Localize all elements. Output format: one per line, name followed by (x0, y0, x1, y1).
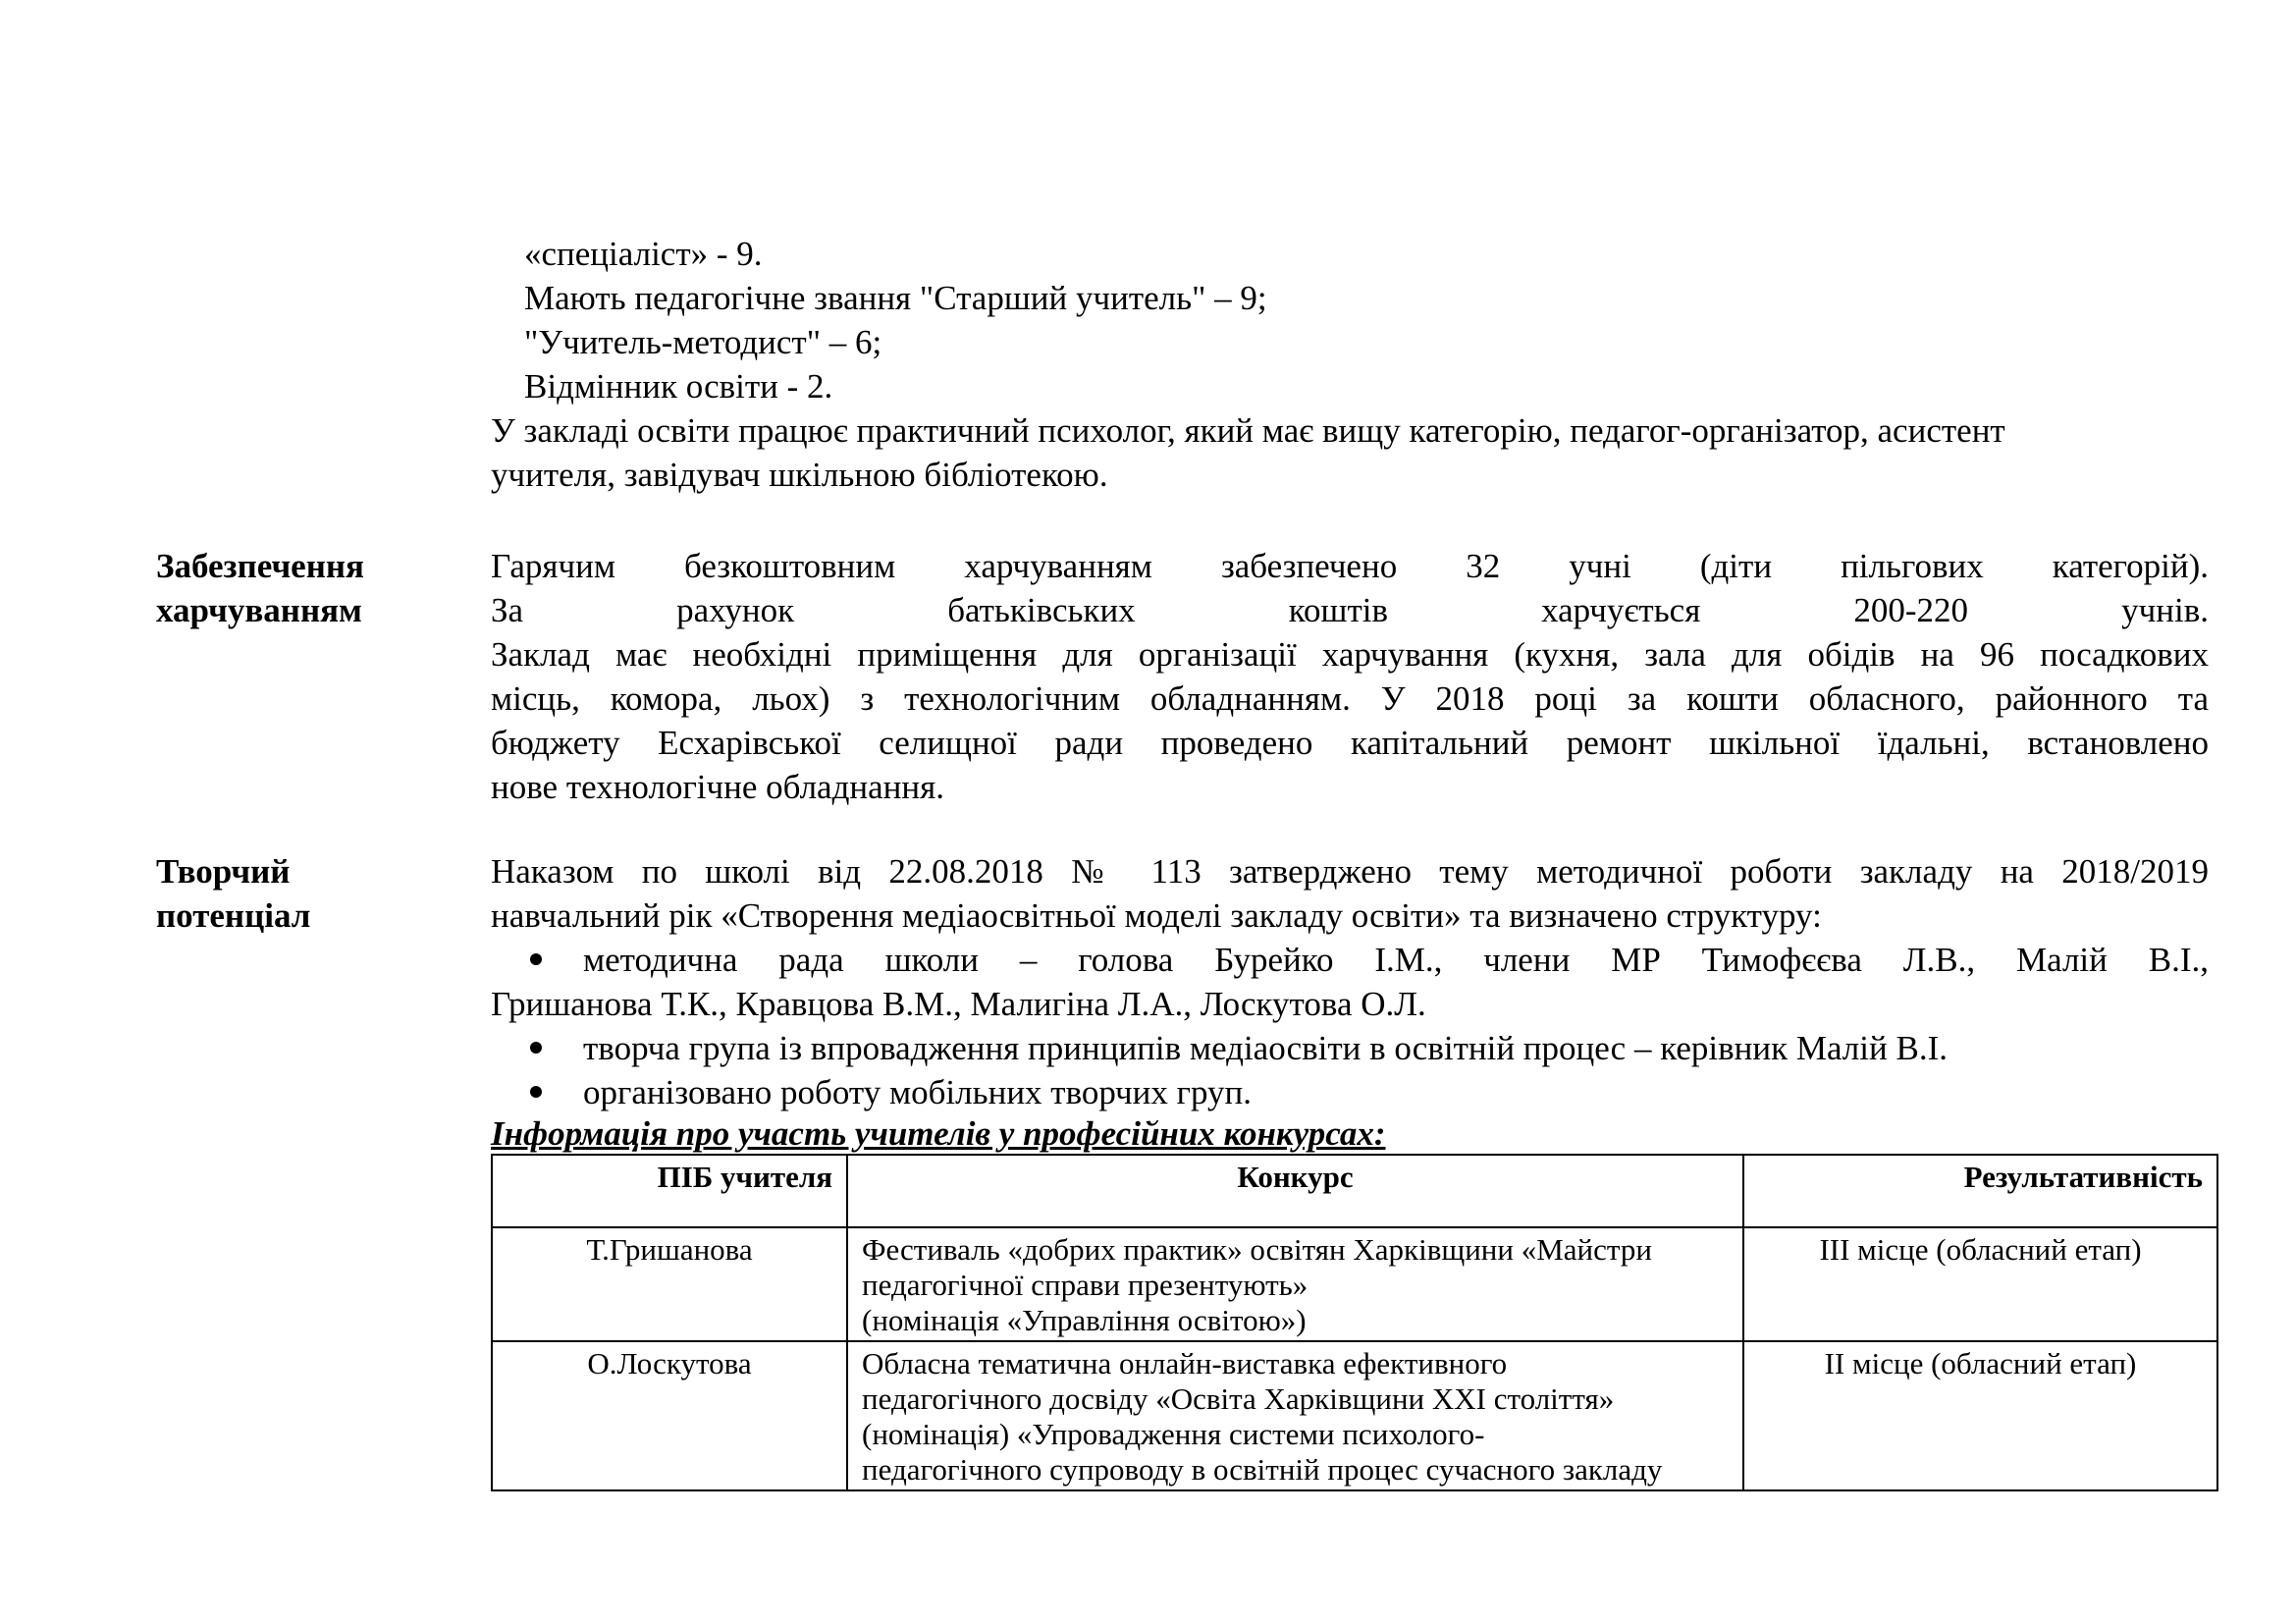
staff-paragraph-line: учителя, завідувач шкільною бібліотекою. (491, 456, 1108, 494)
nutrition-line: За рахунок батьківських коштів харчується 200-220 учнів. (491, 591, 2209, 629)
nutrition-line: бюджету Есхарівської селищної ради проведено капітальний ремонт шкільної їдальні, встановлено (491, 724, 2209, 762)
table-header-row (492, 1155, 2217, 1227)
nutrition-label-line: харчуванням (156, 591, 362, 629)
teacher-name-cell: Т.Гришанова (492, 1227, 847, 1341)
contest-line: педагогічної справи презентують» (862, 1268, 1308, 1302)
table-row (492, 1227, 2217, 1341)
creative-section (156, 849, 2217, 1491)
contest-cell (847, 1227, 1743, 1341)
staff-paragraph-line: У закладі освіти працює практичний психолог, який має вищу категорію, педагог-організатор, асистент (491, 411, 2005, 450)
contest-cell (847, 1341, 1743, 1490)
staff-paragraph (491, 408, 2218, 497)
result-cell: ІІ місце (обласний етап) (1743, 1341, 2217, 1490)
column-header-contest: Конкурс (847, 1155, 1743, 1227)
nutrition-body (491, 544, 2209, 809)
contest-line: (номінація) «Упровадження системи психолого- (862, 1417, 1485, 1451)
teacher-name-cell: О.Лоскутова (492, 1341, 847, 1490)
column-header-teacher: ПІБ учителя (492, 1155, 847, 1227)
list-item-text: творча група із впровадження принципів медіаосвіти в освітній процес – керівник Малій В.І. (583, 1029, 1948, 1067)
nutrition-section (156, 544, 2217, 809)
staff-line-excellence: Відмінник освіти - 2. (524, 367, 833, 406)
list-item (491, 1070, 2209, 1114)
nutrition-line: Заклад має необхідні приміщення для організації харчування (кухня, зала для обідів на 96 посадкових (491, 635, 2209, 674)
list-item (491, 1026, 2209, 1070)
table-row (492, 1341, 2217, 1490)
staff-line-senior-teacher: Мають педагогічне звання "Старший учитель" – 9; (524, 279, 1267, 317)
nutrition-line: нове технологічне обладнання. (491, 768, 944, 806)
bullet-icon (530, 1086, 542, 1098)
structure-list (491, 938, 2209, 1114)
result-cell: ІІІ місце (обласний етап) (1743, 1227, 2217, 1341)
contest-line: педагогічного супроводу в освітній процес сучасного закладу (862, 1452, 1663, 1487)
creative-label (156, 849, 491, 1491)
creative-label-line: потенціал (156, 896, 311, 935)
contest-table (491, 1154, 2218, 1491)
contest-line: (номінація «Управління освітою») (862, 1303, 1307, 1337)
staff-line-teacher-methodist: "Учитель-методист" – 6; (524, 323, 882, 361)
creative-line: навчальний рік «Створення медіаосвітньої моделі закладу освіти» та визначено структуру: (491, 896, 1822, 935)
nutrition-line: місць, комора, льох) з технологічним обладнанням. У 2018 році за кошти обласного, районного та (491, 679, 2209, 718)
list-item-text-continued: Гришанова Т.К., Кравцова В.М., Малигіна Л.А., Лоскутова О.Л. (491, 985, 1426, 1023)
staff-block (491, 232, 2218, 497)
bullet-icon (530, 953, 542, 965)
contest-line: Фестиваль «добрих практик» освітян Харківщини «Майстри (862, 1232, 1652, 1267)
bullet-icon (530, 1042, 542, 1054)
contest-heading: Інформація про участь учителів у професійних конкурсах: (491, 1114, 1386, 1153)
list-item (491, 938, 2209, 1026)
staff-line-specialist: «спеціаліст» - 9. (524, 235, 763, 273)
list-item-text: організовано роботу мобільних творчих груп. (583, 1073, 1252, 1111)
creative-body (491, 849, 2209, 1491)
creative-label-line: Творчий (156, 852, 291, 891)
creative-line: Наказом по школі від 22.08.2018 № 113 затверджено тему методичної роботи закладу на 2018/2019 (491, 852, 2209, 891)
nutrition-label (156, 544, 491, 809)
nutrition-label-line: Забезпечення (156, 547, 364, 585)
nutrition-line: Гарячим безкоштовним харчуванням забезпечено 32 учні (діти пільгових категорій). (491, 547, 2209, 585)
contest-line: Обласна тематична онлайн-виставка ефективного (862, 1346, 1508, 1380)
contest-line: педагогічного досвіду «Освіта Харківщини XXI століття» (862, 1381, 1615, 1416)
list-item-text: методична рада школи – голова Бурейко І.М., члени МР Тимофєєва Л.В., Малій В.І., (583, 941, 2209, 979)
column-header-result: Результативність (1743, 1155, 2217, 1227)
